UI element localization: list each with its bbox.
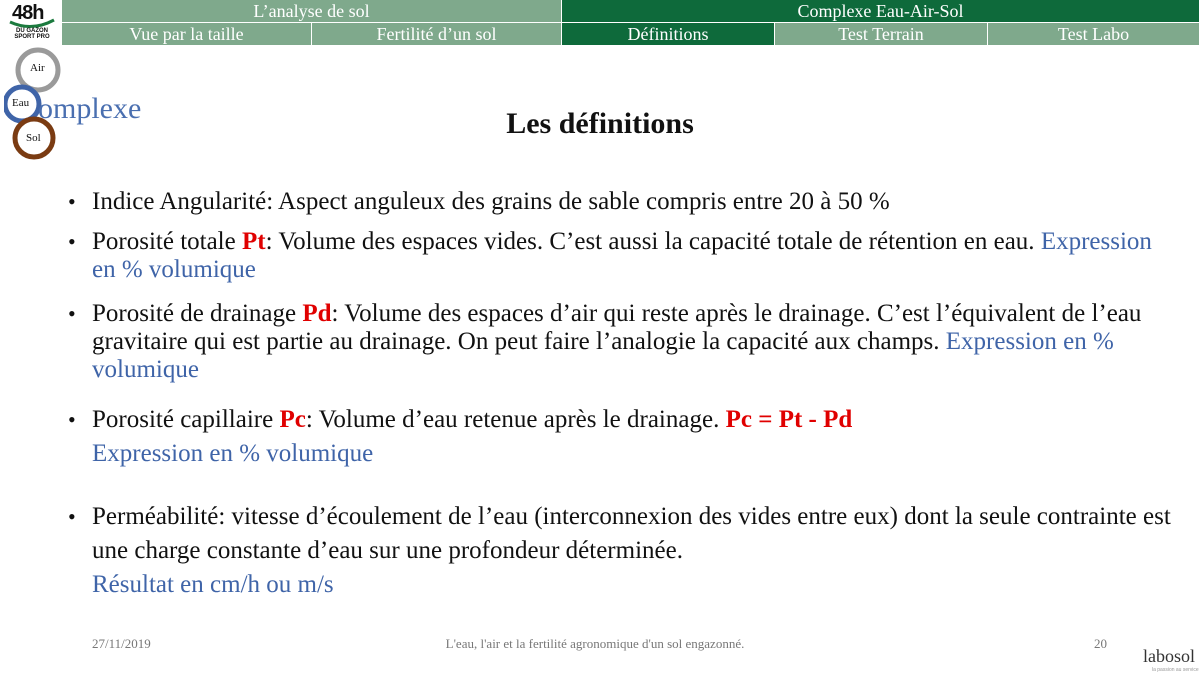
nav-subtab-definitions[interactable]: Définitions: [562, 23, 775, 45]
term-code: Pc: [279, 406, 306, 433]
labosol-logo: labosol: [1143, 646, 1195, 666]
cycle-air-label: Air: [30, 62, 45, 74]
logo-line1: DU GAZON: [16, 28, 48, 34]
slide-title: Les définitions: [506, 107, 694, 140]
list-item: [68, 406, 1178, 468]
bullet-dot: •: [68, 301, 76, 326]
term-code: Pd: [302, 300, 332, 327]
logo-number: 48h: [12, 2, 44, 24]
nav-subtab-fertilite[interactable]: Fertilité d’un sol: [312, 23, 562, 45]
section-nav: [62, 0, 1200, 22]
list-item: [68, 300, 1178, 384]
page-number: 20: [1094, 636, 1107, 651]
nav-subtab-test-labo[interactable]: Test Labo: [988, 23, 1200, 45]
unit-note: Expression en % volumique: [92, 440, 374, 467]
definition-porosite-capillaire: [92, 406, 1178, 434]
subsection-nav: [62, 23, 1200, 45]
list-item: [68, 228, 1178, 284]
nav-tab-analyse-sol[interactable]: L’analyse de sol: [62, 0, 562, 22]
bullet-dot: •: [68, 189, 76, 214]
brand-logo-48h: [6, 2, 58, 42]
definition-porosite-totale: [92, 228, 1178, 284]
cycle-sol-label: Sol: [26, 132, 41, 144]
definition-text: : Volume des espaces vides. C’est aussi la capacité totale de rétention en eau.: [265, 228, 1041, 255]
result-note: Résultat en cm/h ou m/s: [92, 571, 334, 598]
bullet-dot: •: [68, 407, 76, 432]
unit-note: Expression en % volumique: [92, 328, 1114, 383]
term: Porosité de drainage: [92, 300, 303, 327]
list-item: [68, 500, 1178, 602]
footer-date: 27/11/2019: [92, 636, 151, 651]
labosol-tagline: la passion au service: [1152, 667, 1199, 673]
complexe-wordmark: omplexe: [38, 92, 142, 125]
nav-tab-complexe[interactable]: Complexe Eau-Air-Sol: [562, 0, 1200, 22]
formula: Pc = Pt - Pd: [725, 406, 853, 433]
term-code: Pt: [241, 228, 266, 255]
logo-line2: SPORT PRO: [14, 34, 50, 40]
definition-angularite: Indice Angularité: Aspect anguleux des grains de sable compris entre 20 à 50 %: [92, 188, 890, 215]
term: Porosité capillaire: [92, 406, 280, 433]
definition-text: : Volume d’eau retenue après le drainage.: [305, 406, 726, 433]
bullet-dot: •: [68, 504, 76, 529]
list-item: [68, 188, 1178, 216]
nav-subtab-test-terrain[interactable]: Test Terrain: [775, 23, 988, 45]
definition-porosite-drainage: [92, 300, 1178, 384]
unit-note: Expression en % volumique: [92, 228, 1152, 283]
footer-caption: L'eau, l'air et la fertilité agronomique d'un sol engazonné.: [445, 636, 745, 651]
term: Porosité totale: [92, 228, 242, 255]
definition-text: : Volume des espaces d’air qui reste après le drainage. C’est l’équivalent de l’eau gravitaire qui est partie au drainage. On peut faire l’analogie la capacité aux champs.: [92, 300, 1142, 355]
definition-permeabilite: Perméabilité: vitesse d’écoulement de l’eau (interconnexion des vides entre eux) dont la seule contrainte est une charge constante d’eau sur une profondeur déterminée.: [92, 503, 1171, 564]
bullet-dot: •: [68, 229, 76, 254]
nav-subtab-vue-taille[interactable]: Vue par la taille: [62, 23, 312, 45]
cycle-eau-label: Eau: [12, 97, 30, 109]
